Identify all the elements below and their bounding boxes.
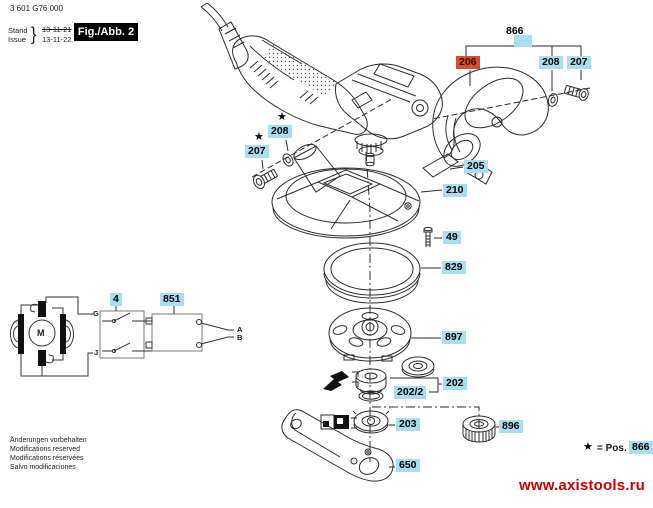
callout-866: 866 [506,25,524,37]
issue-label: Issue [8,35,26,44]
callout-203: 203 [396,418,420,431]
output-b-label: B [237,333,243,342]
callout-207-top: 207 [567,56,591,69]
terminal-g-label: G [93,309,99,318]
callout-208-top: 208 [539,56,563,69]
backing-pad [329,308,411,361]
mount-axis-right [432,88,590,119]
motor-label: M [37,328,45,338]
callout-205: 205 [464,160,488,173]
stand-label: Stand [8,26,28,35]
callout-4: 4 [110,293,122,306]
motor-housing [233,36,368,134]
output-a-label: A [237,325,243,334]
issue-date-old: 13-11-21 [42,25,72,34]
mount-direction-icon [323,371,358,391]
callout-202: 202 [443,377,467,390]
legend-pos-ref: 866 [629,441,653,454]
callout-202-2: 202/2 [394,386,426,399]
callout-897: 897 [442,331,466,344]
ring-202-2 [359,391,383,401]
notice-fr: Modifications réservées [10,455,84,462]
issue-date: 13-11-22 [42,35,72,44]
notice-es: Salvo modificaciones [10,464,76,471]
callout-210: 210 [443,184,467,197]
callout-49: 49 [443,231,461,244]
callout-650: 650 [396,459,420,472]
power-cable [201,3,248,69]
date-brace: } [31,25,37,45]
notice-en: Modifications reserved [10,446,81,453]
clamp-nut-203 [353,411,389,433]
callout-896: 896 [499,420,523,433]
figure-badge: Fig./Abb. 2 [74,23,138,41]
callout-851: 851 [160,293,184,306]
round-nut-896 [463,416,495,442]
flange-202 [356,369,386,394]
callout-207-left: 207 [245,145,269,158]
watermark-link[interactable]: www.axistools.ru [519,477,646,494]
gear-head [336,64,443,166]
legend-text: = Pos. [597,443,627,454]
star-marker: ★ [254,131,264,143]
callout-208-left: 208 [268,125,292,138]
spindle-centerline [366,152,479,462]
tool-icon [321,415,357,429]
extraction-guard [272,141,420,238]
label-plate [423,154,458,177]
notice-de: Änderungen vorbehalten [10,437,87,444]
callout-206: 206 [456,56,480,69]
terminal-j-label: J [94,348,99,357]
type-number: 3 601 G76 000 [10,4,63,13]
callout-829: 829 [442,261,466,274]
star-marker: ★ [277,111,287,123]
star-marker: ★ [583,441,593,453]
bearing-202 [402,357,434,377]
clamping-ring [324,243,420,303]
screw-49 [424,227,432,247]
